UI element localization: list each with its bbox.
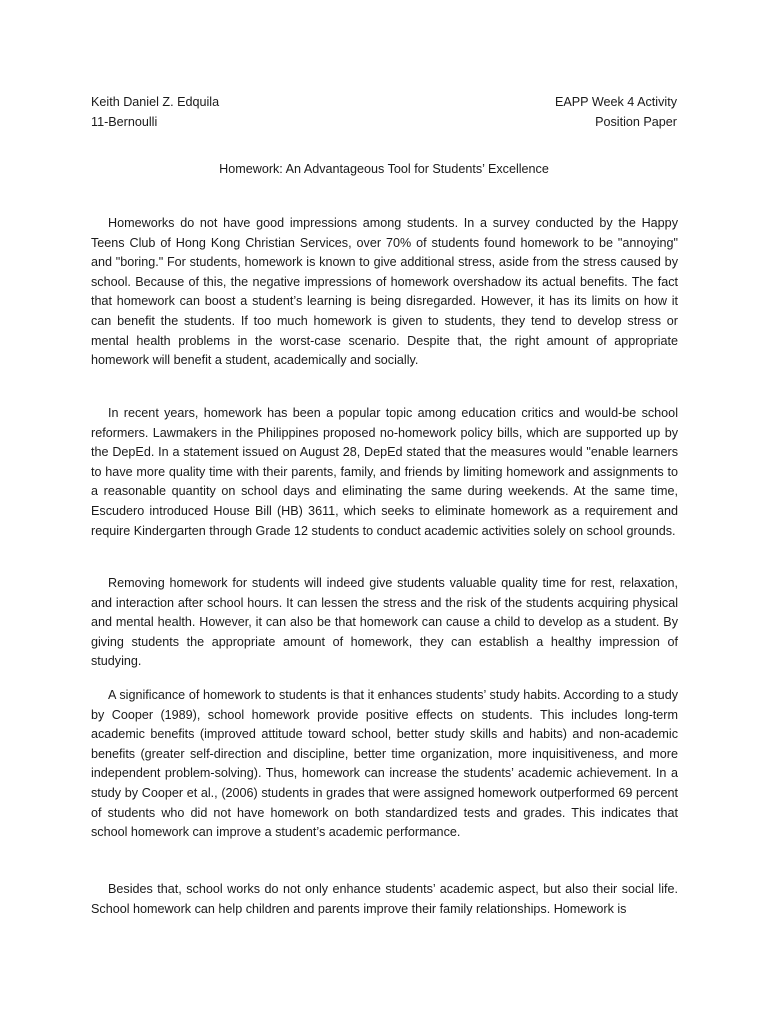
author-name: Keith Daniel Z. Edquila: [91, 95, 220, 109]
document-header: [91, 92, 677, 132]
body-paragraph-2: In recent years, homework has been a popular topic among education critics and would-be school reformers. Lawmakers in the Philippines proposed no-homework policy bills, which are supported up by the DepEd. In a statement issued on August 28, DepEd stated that the measures would "enable learners to have more quality time with their parents, family, and friends by limiting homework and assignments to a reasonable quantity on school days and eliminating the same during weekends. At the same time, Escudero introduced House Bill (HB) 3611, which seeks to eliminate homework as a requirement and require Kindergarten through Grade 12 students to conduct academic activities solely on school grounds.: [91, 406, 678, 538]
body-paragraph-5: Besides that, school works do not only enhance students’ academic aspect, but also their social life. School homework can help children and parents improve their family relationships. Homework is: [91, 882, 678, 916]
body-paragraph-1: Homeworks do not have good impressions among students. In a survey conducted by the Happy Teens Club of Hong Kong Christian Services, over 70% of students found homework to be "annoying" and "boring." For students, homework is known to give additional stress, aside from the stress caused by school. Because of this, the negative impressions of homework overshadow its actual benefits. The fact that homework can boost a student’s learning is being disregarded. However, it has its limits on how it can benefit the students. If too much homework is given to students, they tend to develop stress or mental health problems in the worst-case scenario. Despite that, the right amount of appropriate homework will benefit a student, academically and socially.: [91, 216, 678, 368]
activity-label: EAPP Week 4 Activity: [554, 95, 677, 109]
body-paragraph-4: A significance of homework to students is that it enhances students’ study habits. According to a study by Cooper (1989), school homework provide positive effects on students. This includes long-term academic benefits (improved attitude toward school, better study skills and habits) and non-academic benefits (greater self-direction and discipline, better time organization, more inquisitiveness, and more independent problem-solving). Thus, homework can increase the students’ academic achievement. In a study by Cooper et al., (2006) students in grades that were assigned homework outperformed 69 percent of students who did not have homework on both standardized tests and grades. This indicates that school homework can improve a student’s academic performance.: [91, 688, 678, 840]
document-type: Position Paper: [595, 115, 677, 129]
header-row-2: [91, 112, 677, 132]
header-row-1: [91, 92, 677, 112]
student-section: 11-Bernoulli: [91, 115, 158, 129]
paper-title: Homework: An Advantageous Tool for Students’ Excellence: [219, 162, 549, 176]
body-paragraph-3: Removing homework for students will indeed give students valuable quality time for rest, relaxation, and interaction after school hours. It can lessen the stress and the risk of the students acquiring physical and mental health. However, it can also be that homework can cause a child to develop as a student. By giving students the appropriate amount of homework, they can establish a healthy impression of studying.: [91, 576, 678, 669]
